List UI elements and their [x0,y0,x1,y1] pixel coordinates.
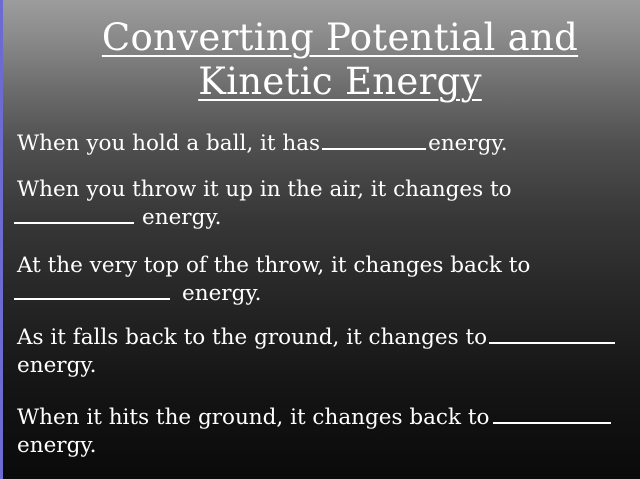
sentence-3-blank [14,280,170,300]
slide-left-edge [0,0,3,479]
sentence-4-line-1 [17,324,615,352]
sentence-3-line-2 [14,280,261,308]
sentence-5-line-1 [17,404,611,432]
title-line-2: Kinetic Energy [198,60,482,103]
sentence-1-text: When you hold a ball, it has [17,131,321,156]
sentence-5-blank [493,404,611,424]
sentence-3-text: At the very top of the throw, it changes back to [17,253,531,278]
sentence-2-suffix: energy. [142,205,222,230]
sentence-5-suffix: energy. [17,433,97,458]
sentence-4-suffix: energy. [17,353,97,378]
title-line-1: Converting Potential and [101,16,579,59]
sentence-2-text: When you throw it up in the air, it changes to [17,177,512,202]
sentence-5-line-2 [17,432,96,460]
sentence-1-suffix: energy. [428,131,508,156]
sentence-4-text: As it falls back to the ground, it changes to [17,325,488,350]
sentence-4-line-2 [17,352,96,380]
sentence-5-text: When it hits the ground, it changes back to [17,405,490,430]
sentence-1 [17,130,508,158]
sentence-3-suffix: energy. [182,281,262,306]
sentence-2-blank [14,204,134,224]
sentence-3-line-1 [17,252,530,280]
sentence-1-blank [322,130,426,150]
sentence-2-line-2 [14,204,221,232]
slide-title [90,16,590,104]
sentence-4-blank [489,324,615,344]
sentence-2-line-1 [17,176,512,204]
